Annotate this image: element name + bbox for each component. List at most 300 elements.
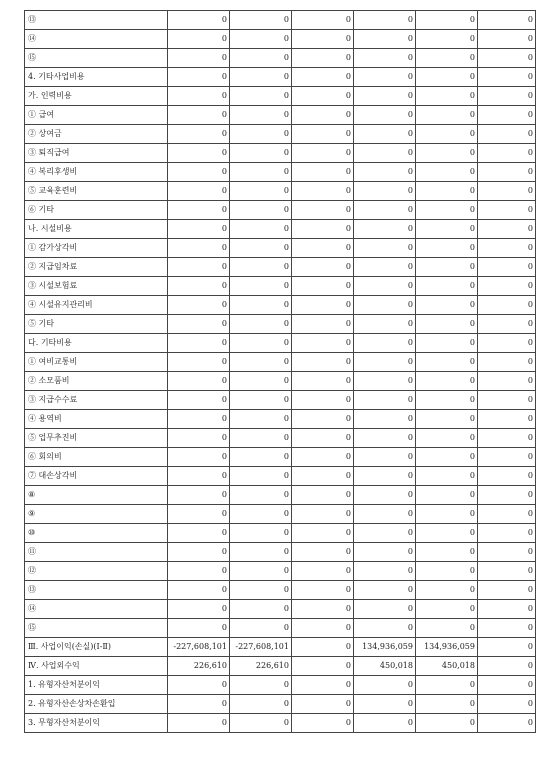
table-cell: 0 — [168, 562, 230, 581]
table-cell: -227,608,101 — [168, 638, 230, 657]
table-row — [25, 68, 536, 87]
table-cell: 0 — [416, 258, 478, 277]
table-row — [25, 144, 536, 163]
table-cell: 0 — [230, 410, 292, 429]
table-cell: 0 — [416, 220, 478, 239]
table-cell: 0 — [168, 486, 230, 505]
table-cell: 0 — [230, 676, 292, 695]
table-cell: 0 — [416, 277, 478, 296]
table-row — [25, 638, 536, 657]
table-cell: 0 — [416, 695, 478, 714]
table-cell: 0 — [292, 258, 354, 277]
row-label: ⑮ — [25, 49, 168, 68]
table-cell: 0 — [354, 543, 416, 562]
table-row — [25, 429, 536, 448]
row-label: ⑪ — [25, 543, 168, 562]
row-label: Ⅲ. 사업이익(손실)(Ⅰ-Ⅱ) — [25, 638, 168, 657]
table-cell: 0 — [478, 11, 536, 30]
table-row — [25, 562, 536, 581]
row-label: 4. 기타사업비용 — [25, 68, 168, 87]
table-cell: 0 — [292, 543, 354, 562]
row-label: ⑧ — [25, 486, 168, 505]
table-row — [25, 163, 536, 182]
table-cell: 0 — [230, 334, 292, 353]
table-cell: 0 — [292, 695, 354, 714]
table-cell: 0 — [478, 695, 536, 714]
table-cell: 0 — [292, 714, 354, 733]
table-cell: 0 — [478, 334, 536, 353]
row-label: ② 소모품비 — [25, 372, 168, 391]
table-cell: 0 — [168, 676, 230, 695]
table-row — [25, 714, 536, 733]
table-cell: 0 — [292, 638, 354, 657]
table-cell: 0 — [168, 239, 230, 258]
table-row — [25, 657, 536, 676]
table-cell: 0 — [416, 125, 478, 144]
table-cell: 0 — [230, 562, 292, 581]
table-cell: 0 — [354, 182, 416, 201]
row-label: ② 지급임차료 — [25, 258, 168, 277]
table-cell: 0 — [292, 144, 354, 163]
table-cell: 0 — [168, 296, 230, 315]
table-row — [25, 486, 536, 505]
table-cell: 0 — [416, 334, 478, 353]
table-cell: 0 — [478, 258, 536, 277]
table-cell: 0 — [478, 239, 536, 258]
table-cell: 0 — [416, 182, 478, 201]
table-cell: 0 — [168, 334, 230, 353]
table-cell: 0 — [292, 334, 354, 353]
table-cell: 0 — [478, 543, 536, 562]
table-cell: 0 — [354, 163, 416, 182]
table-cell: 0 — [168, 448, 230, 467]
table-cell: 0 — [230, 486, 292, 505]
table-cell: 0 — [354, 562, 416, 581]
table-cell: 0 — [354, 581, 416, 600]
table-cell: 0 — [292, 467, 354, 486]
row-label: ⑤ 교육훈련비 — [25, 182, 168, 201]
table-cell: 0 — [292, 296, 354, 315]
table-cell: 0 — [354, 258, 416, 277]
table-cell: 0 — [354, 714, 416, 733]
table-cell: 0 — [478, 600, 536, 619]
table-cell: 0 — [478, 220, 536, 239]
table-cell: 0 — [292, 448, 354, 467]
table-row — [25, 30, 536, 49]
table-cell: 0 — [168, 372, 230, 391]
table-row — [25, 258, 536, 277]
table-cell: 0 — [168, 429, 230, 448]
table-cell: 0 — [168, 87, 230, 106]
table-cell: 0 — [354, 600, 416, 619]
table-cell: 0 — [230, 505, 292, 524]
table-cell: 0 — [292, 657, 354, 676]
table-cell: 0 — [230, 467, 292, 486]
table-row — [25, 334, 536, 353]
table-cell: 0 — [416, 562, 478, 581]
table-row — [25, 676, 536, 695]
table-cell: 0 — [478, 277, 536, 296]
table-cell: 0 — [292, 201, 354, 220]
table-row — [25, 543, 536, 562]
table-cell: 0 — [230, 144, 292, 163]
table-cell: 0 — [478, 315, 536, 334]
table-cell: 0 — [478, 296, 536, 315]
table-row — [25, 619, 536, 638]
table-cell: 0 — [354, 125, 416, 144]
table-row — [25, 201, 536, 220]
table-cell: 0 — [168, 391, 230, 410]
table-row — [25, 372, 536, 391]
table-cell: 0 — [230, 220, 292, 239]
row-label: ⑥ 회의비 — [25, 448, 168, 467]
table-cell: 0 — [292, 106, 354, 125]
table-cell: 0 — [416, 410, 478, 429]
table-cell: 0 — [416, 68, 478, 87]
table-cell: 0 — [354, 68, 416, 87]
table-cell: 0 — [354, 277, 416, 296]
row-label: ⑦ 대손상각비 — [25, 467, 168, 486]
table-cell: 0 — [292, 239, 354, 258]
table-cell: 0 — [478, 106, 536, 125]
row-label: ④ 시설유지관리비 — [25, 296, 168, 315]
table-cell: 0 — [292, 600, 354, 619]
table-cell: 0 — [292, 277, 354, 296]
table-row — [25, 239, 536, 258]
table-cell: 0 — [230, 391, 292, 410]
table-cell: 0 — [354, 353, 416, 372]
table-cell: 0 — [292, 220, 354, 239]
row-label: ② 상여금 — [25, 125, 168, 144]
table-cell: 0 — [354, 448, 416, 467]
table-cell: 0 — [230, 429, 292, 448]
table-row — [25, 277, 536, 296]
table-cell: 0 — [416, 543, 478, 562]
table-cell: 0 — [230, 695, 292, 714]
table-cell: 0 — [292, 562, 354, 581]
table-cell: 0 — [168, 49, 230, 68]
table-cell: 0 — [168, 315, 230, 334]
table-cell: 450,018 — [416, 657, 478, 676]
table-row — [25, 87, 536, 106]
table-cell: 0 — [416, 619, 478, 638]
table-cell: 0 — [478, 524, 536, 543]
row-label: ⑩ — [25, 524, 168, 543]
table-cell: 0 — [292, 524, 354, 543]
table-cell: 134,936,059 — [354, 638, 416, 657]
row-label: 2. 유형자산손상차손환입 — [25, 695, 168, 714]
table-cell: 0 — [168, 524, 230, 543]
row-label: ③ 시설보험료 — [25, 277, 168, 296]
table-cell: 0 — [230, 600, 292, 619]
table-row — [25, 315, 536, 334]
table-cell: 0 — [416, 581, 478, 600]
table-cell: 0 — [478, 714, 536, 733]
row-label: ⑬ — [25, 11, 168, 30]
table-cell: 0 — [230, 372, 292, 391]
table-cell: 0 — [416, 30, 478, 49]
table-cell: 0 — [416, 49, 478, 68]
table-cell: 0 — [292, 87, 354, 106]
table-cell: 0 — [416, 714, 478, 733]
row-label: ⑥ 기타 — [25, 201, 168, 220]
table-cell: 0 — [230, 68, 292, 87]
row-label: Ⅳ. 사업외수익 — [25, 657, 168, 676]
table-cell: 0 — [168, 11, 230, 30]
table-cell: 0 — [292, 163, 354, 182]
table-cell: 0 — [230, 258, 292, 277]
row-label: ① 감가상각비 — [25, 239, 168, 258]
table-cell: 0 — [230, 543, 292, 562]
table-cell: 0 — [416, 372, 478, 391]
row-label: ① 여비교통비 — [25, 353, 168, 372]
table-cell: 0 — [478, 619, 536, 638]
table-cell: 0 — [354, 49, 416, 68]
table-cell: 0 — [478, 391, 536, 410]
table-cell: 0 — [478, 163, 536, 182]
table-cell: 0 — [478, 429, 536, 448]
table-cell: 0 — [354, 410, 416, 429]
table-cell: 0 — [354, 315, 416, 334]
table-cell: 0 — [478, 68, 536, 87]
table-cell: 0 — [416, 676, 478, 695]
table-cell: 0 — [478, 467, 536, 486]
row-label: ④ 용역비 — [25, 410, 168, 429]
table-cell: 0 — [230, 11, 292, 30]
row-label: ⑫ — [25, 562, 168, 581]
table-cell: 0 — [416, 353, 478, 372]
table-row — [25, 182, 536, 201]
financial-table — [24, 10, 536, 733]
table-row — [25, 581, 536, 600]
row-label: ③ 지급수수료 — [25, 391, 168, 410]
table-cell: 0 — [416, 87, 478, 106]
table-cell: 0 — [354, 30, 416, 49]
table-cell: 0 — [416, 486, 478, 505]
table-cell: 0 — [168, 277, 230, 296]
table-cell: 0 — [478, 353, 536, 372]
table-cell: 0 — [230, 239, 292, 258]
table-cell: 0 — [478, 182, 536, 201]
row-label: 다. 기타비용 — [25, 334, 168, 353]
table-row — [25, 353, 536, 372]
table-cell: 0 — [416, 524, 478, 543]
row-label: ① 급여 — [25, 106, 168, 125]
table-cell: 0 — [230, 163, 292, 182]
table-cell: 0 — [478, 676, 536, 695]
table-cell: 134,936,059 — [416, 638, 478, 657]
table-cell: 0 — [416, 201, 478, 220]
row-label: 1. 유형자산처분이익 — [25, 676, 168, 695]
row-label: 3. 무형자산처분이익 — [25, 714, 168, 733]
table-cell: 0 — [478, 638, 536, 657]
table-cell: 0 — [292, 486, 354, 505]
table-cell: 0 — [168, 182, 230, 201]
table-cell: 0 — [416, 163, 478, 182]
row-label: 나. 시설비용 — [25, 220, 168, 239]
table-cell: 0 — [354, 695, 416, 714]
table-row — [25, 524, 536, 543]
row-label: ⑬ — [25, 581, 168, 600]
table-cell: 0 — [292, 125, 354, 144]
table-cell: 0 — [168, 106, 230, 125]
table-cell: 0 — [478, 49, 536, 68]
table-cell: 0 — [354, 239, 416, 258]
table-cell: 0 — [478, 125, 536, 144]
table-cell: 0 — [168, 220, 230, 239]
table-cell: 0 — [230, 125, 292, 144]
table-cell: 0 — [168, 714, 230, 733]
table-cell: 0 — [416, 11, 478, 30]
table-cell: 0 — [478, 581, 536, 600]
table-cell: 0 — [354, 429, 416, 448]
table-cell: 0 — [478, 562, 536, 581]
table-cell: 0 — [230, 87, 292, 106]
table-cell: 0 — [416, 296, 478, 315]
table-row — [25, 600, 536, 619]
table-cell: 0 — [292, 410, 354, 429]
table-cell: 0 — [354, 106, 416, 125]
table-cell: 0 — [168, 201, 230, 220]
table-cell: 0 — [168, 68, 230, 87]
table-cell: 0 — [168, 600, 230, 619]
table-cell: 0 — [168, 353, 230, 372]
table-cell: 0 — [416, 106, 478, 125]
table-cell: 0 — [478, 144, 536, 163]
table-cell: 0 — [292, 30, 354, 49]
row-label: 가. 인력비용 — [25, 87, 168, 106]
table-cell: 0 — [292, 68, 354, 87]
table-cell: 0 — [168, 30, 230, 49]
table-row — [25, 220, 536, 239]
table-cell: 0 — [416, 315, 478, 334]
table-cell: 0 — [230, 524, 292, 543]
table-cell: 0 — [168, 163, 230, 182]
table-cell: 0 — [168, 467, 230, 486]
table-cell: 0 — [354, 87, 416, 106]
table-cell: 0 — [292, 619, 354, 638]
table-row — [25, 11, 536, 30]
table-cell: 0 — [416, 429, 478, 448]
table-cell: 0 — [416, 505, 478, 524]
table-cell: 0 — [354, 296, 416, 315]
table-cell: 0 — [292, 182, 354, 201]
table-cell: 0 — [354, 524, 416, 543]
table-cell: 0 — [478, 448, 536, 467]
table-cell: 0 — [230, 619, 292, 638]
table-cell: 0 — [416, 239, 478, 258]
table-row — [25, 448, 536, 467]
table-cell: 0 — [230, 315, 292, 334]
table-cell: 0 — [168, 543, 230, 562]
table-cell: 0 — [168, 619, 230, 638]
table-cell: 0 — [230, 30, 292, 49]
table-row — [25, 410, 536, 429]
table-body — [25, 11, 536, 733]
table-cell: 0 — [416, 391, 478, 410]
table-cell: 0 — [230, 49, 292, 68]
table-cell: 0 — [230, 106, 292, 125]
table-cell: 0 — [292, 49, 354, 68]
table-row — [25, 467, 536, 486]
table-cell: 0 — [354, 11, 416, 30]
table-cell: 0 — [230, 277, 292, 296]
table-row — [25, 125, 536, 144]
table-cell: 0 — [416, 467, 478, 486]
table-cell: 0 — [478, 201, 536, 220]
table-cell: 0 — [292, 429, 354, 448]
table-cell: 0 — [230, 714, 292, 733]
row-label: ⑮ — [25, 619, 168, 638]
table-cell: 226,610 — [230, 657, 292, 676]
table-cell: 0 — [478, 372, 536, 391]
table-cell: 0 — [478, 657, 536, 676]
table-cell: 0 — [292, 676, 354, 695]
table-cell: 0 — [354, 676, 416, 695]
table-cell: 0 — [168, 258, 230, 277]
table-cell: 0 — [354, 505, 416, 524]
table-row — [25, 391, 536, 410]
table-cell: 0 — [292, 315, 354, 334]
table-cell: -227,608,101 — [230, 638, 292, 657]
row-label: ③ 퇴직급여 — [25, 144, 168, 163]
table-cell: 0 — [354, 372, 416, 391]
table-cell: 226,610 — [168, 657, 230, 676]
table-cell: 0 — [230, 353, 292, 372]
table-cell: 0 — [354, 391, 416, 410]
table-cell: 0 — [416, 144, 478, 163]
row-label: ⑨ — [25, 505, 168, 524]
table-row — [25, 695, 536, 714]
table-cell: 0 — [292, 372, 354, 391]
table-cell: 0 — [292, 581, 354, 600]
table-cell: 0 — [354, 619, 416, 638]
row-label: ⑭ — [25, 600, 168, 619]
table-cell: 0 — [478, 505, 536, 524]
table-cell: 0 — [230, 581, 292, 600]
table-cell: 0 — [168, 581, 230, 600]
row-label: ⑭ — [25, 30, 168, 49]
table-row — [25, 106, 536, 125]
table-cell: 0 — [354, 144, 416, 163]
row-label: ④ 복리후생비 — [25, 163, 168, 182]
table-cell: 450,018 — [354, 657, 416, 676]
table-cell: 0 — [292, 353, 354, 372]
table-cell: 0 — [478, 87, 536, 106]
table-row — [25, 49, 536, 68]
table-cell: 0 — [354, 467, 416, 486]
table-cell: 0 — [354, 486, 416, 505]
table-cell: 0 — [478, 486, 536, 505]
table-row — [25, 296, 536, 315]
table-cell: 0 — [354, 334, 416, 353]
table-cell: 0 — [292, 11, 354, 30]
table-cell: 0 — [478, 410, 536, 429]
table-row — [25, 505, 536, 524]
table-cell: 0 — [168, 144, 230, 163]
table-cell: 0 — [416, 600, 478, 619]
table-cell: 0 — [230, 182, 292, 201]
table-cell: 0 — [168, 125, 230, 144]
table-cell: 0 — [168, 505, 230, 524]
table-cell: 0 — [416, 448, 478, 467]
table-cell: 0 — [292, 505, 354, 524]
table-cell: 0 — [478, 30, 536, 49]
table-cell: 0 — [354, 220, 416, 239]
row-label: ⑤ 기타 — [25, 315, 168, 334]
table-cell: 0 — [168, 695, 230, 714]
table-cell: 0 — [354, 201, 416, 220]
